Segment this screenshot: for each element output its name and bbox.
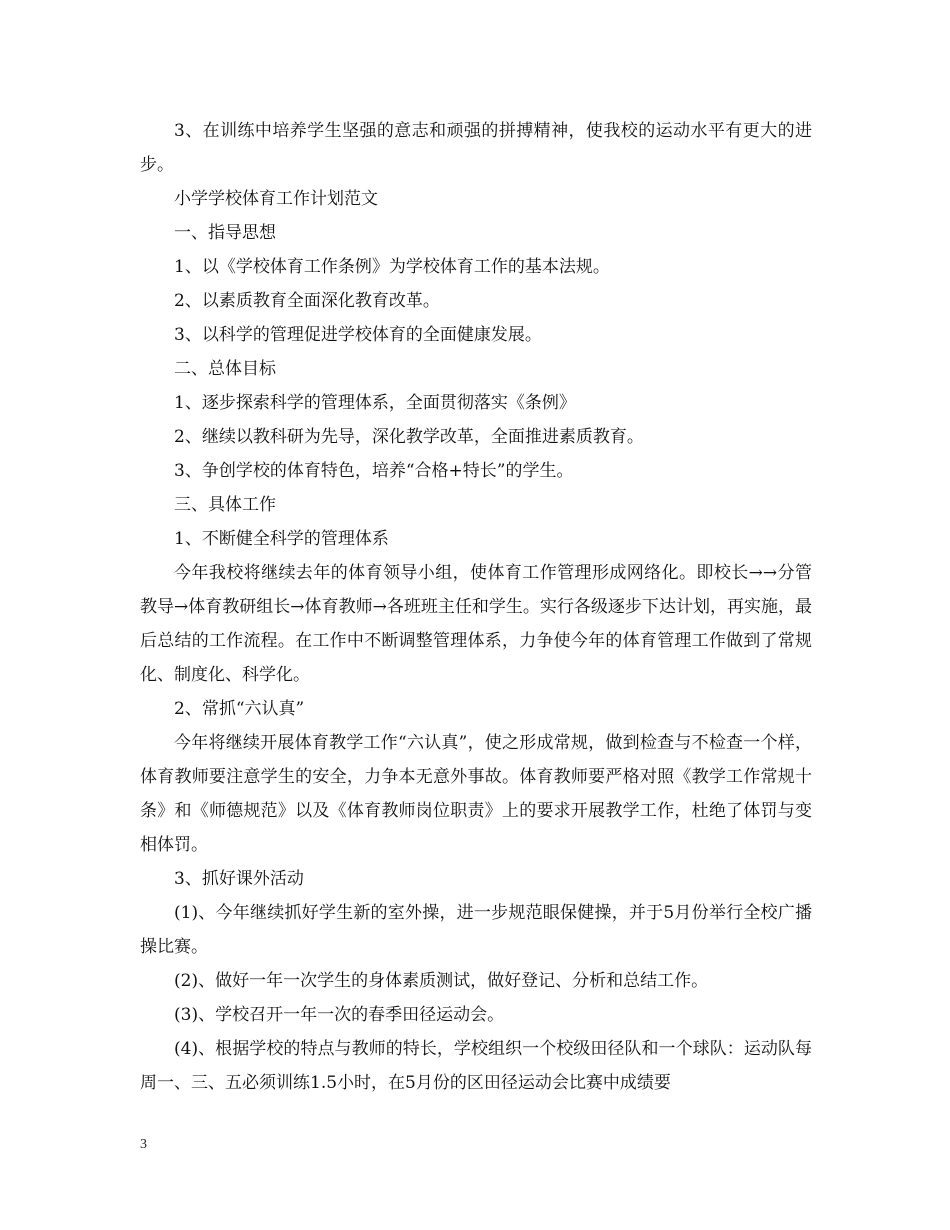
heading-guiding-ideology: 一、指导思想 (174, 223, 276, 243)
subheading: 3、抓好课外活动 (174, 869, 304, 889)
heading-specific-work: 三、具体工作 (174, 495, 276, 515)
list-item: (2)、做好一年一次学生的身体素质测试，做好登记、分析和总结工作。 (174, 971, 709, 991)
section-title: 小学学校体育工作计划范文 (174, 189, 378, 209)
subheading: 2、常抓“六认真” (174, 699, 305, 719)
list-item: 2、以素质教育全面深化教育改革。 (174, 291, 440, 311)
list-item: 1、逐步探索科学的管理体系，全面贯彻落实《条例》 (174, 393, 576, 413)
list-item: (3)、学校召开一年一次的春季田径运动会。 (174, 1005, 505, 1025)
list-item: (4)、根据学校的特点与教师的特长，学校组织一个校级田径队和一个球队：运动队每周一、三、五必须训练1.5小时，在5月份的区田径运动会比赛中成绩要 (140, 1039, 812, 1093)
paragraph: 今年将继续开展体育教学工作“六认真”，使之形成常规，做到检查与不检查一个样，体育教师要注意学生的安全，力争本无意外事故。体育教师要严格对照《教学工作常规十条》和《师德规范》以及《体育教师岗位职责》上的要求开展教学工作，杜绝了体罚与变相体罚。 (140, 733, 812, 855)
document-body (140, 114, 812, 1100)
list-item: (1)、今年继续抓好学生新的室外操，进一步规范眼保健操，并于5月份举行全校广播操比赛。 (140, 903, 812, 957)
list-item: 3、以科学的管理促进学校体育的全面健康发展。 (174, 325, 542, 345)
paragraph: 3、在训练中培养学生坚强的意志和顽强的拼搏精神，使我校的运动水平有更大的进步。 (140, 121, 812, 175)
subheading: 1、不断健全科学的管理体系 (174, 529, 389, 549)
list-item: 1、以《学校体育工作条例》为学校体育工作的基本法规。 (174, 257, 610, 277)
list-item: 2、继续以教科研为先导，深化教学改革，全面推进素质教育。 (174, 427, 644, 447)
heading-overall-goals: 二、总体目标 (174, 359, 276, 379)
paragraph: 今年我校将继续去年的体育领导小组，使体育工作管理形成网络化。即校长→→分管教导→体育教研组长→体育教师→各班班主任和学生。实行各级逐步下达计划，再实施，最后总结的工作流程。在工作中不断调整管理体系，力争使今年的体育管理工作做到了常规化、制度化、科学化。 (140, 563, 812, 685)
list-item: 3、争创学校的体育特色，培养“合格+特长”的学生。 (174, 461, 574, 481)
page-number: 3 (140, 1137, 147, 1152)
